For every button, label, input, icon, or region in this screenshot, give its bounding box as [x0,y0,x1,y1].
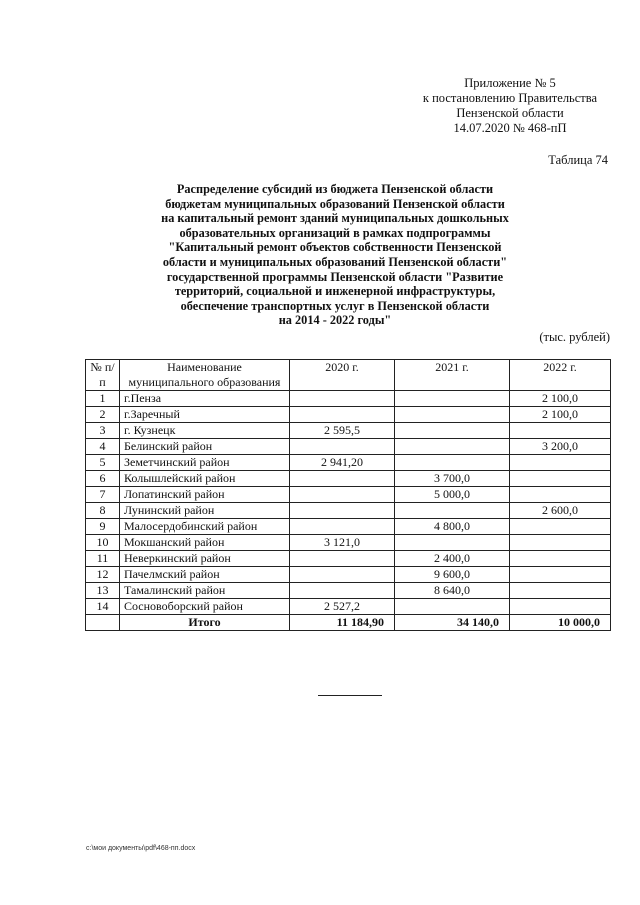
row-2021 [395,391,510,407]
row-number: 11 [86,551,120,567]
table-header-row [86,360,611,391]
title-line: обеспечение транспортных услуг в Пензенской области [180,298,490,313]
row-number: 4 [86,439,120,455]
row-2020 [290,551,395,567]
row-2020: 2 595,5 [290,423,395,439]
appendix-line-4: 14.07.2020 № 468-пП [453,121,567,135]
row-2020: 3 121,0 [290,535,395,551]
total-row [86,615,611,631]
row-name: Колышлейский район [120,471,290,487]
row-2020 [290,391,395,407]
table-row [86,439,611,455]
header-name: Наименование муниципального образования [120,360,290,391]
row-2022 [510,423,611,439]
row-2021 [395,599,510,615]
appendix-line-2: к постановлению Правительства [422,91,598,105]
title-line: Распределение субсидий из бюджета Пензенской области [176,182,494,196]
row-name: Земетчинский район [120,455,290,471]
table-row [86,471,611,487]
title-line: на капитальный ремонт зданий муниципальных дошкольных [161,211,509,226]
row-2022 [510,519,611,535]
row-2021 [395,503,510,519]
row-2022 [510,535,611,551]
row-name: Малосердобинский район [120,519,290,535]
row-2021: 9 600,0 [395,567,510,583]
row-number: 2 [86,407,120,423]
row-2022 [510,567,611,583]
appendix-block [380,76,640,136]
title-line: государственной программы Пензенской области "Развитие [166,269,504,284]
subsidy-table [85,359,611,631]
row-number: 13 [86,583,120,599]
row-2022 [510,583,611,599]
appendix-line-3: Пензенской области [456,106,564,120]
table-row [86,423,611,439]
row-2020 [290,583,395,599]
row-name: Пачелмский район [120,567,290,583]
table-row [86,503,611,519]
row-number: 12 [86,567,120,583]
row-2021: 4 800,0 [395,519,510,535]
table-number-label: Таблица 74 [548,153,608,167]
row-2021 [395,407,510,423]
row-number: 8 [86,503,120,519]
table-row [86,599,611,615]
row-2020 [290,471,395,487]
row-2022 [510,471,611,487]
row-2022 [510,551,611,567]
row-name: Белинский район [120,439,290,455]
total-label: Итого [120,615,290,631]
row-name: Сосновоборский район [120,599,290,615]
row-2021 [395,535,510,551]
appendix-line-1: Приложение № 5 [464,76,556,90]
table-body [86,391,611,615]
header-num: № п/п [86,360,120,391]
row-name: Мокшанский район [120,535,290,551]
row-2022: 2 100,0 [510,407,611,423]
row-2020 [290,439,395,455]
row-number: 9 [86,519,120,535]
title-line: на 2014 - 2022 годы" [278,313,392,328]
table-row [86,583,611,599]
table-row [86,487,611,503]
row-number: 3 [86,423,120,439]
header-2022: 2022 г. [510,360,611,391]
units-label: (тыс. рублей) [539,330,610,344]
row-2021 [395,439,510,455]
footer-file-path: c:\мои документы\pdf\468-пп.docx [86,845,196,852]
row-2022 [510,599,611,615]
header-2021: 2021 г. [395,360,510,391]
row-name: г. Кузнецк [120,423,290,439]
row-2022: 2 600,0 [510,503,611,519]
row-name: Тамалинский район [120,583,290,599]
title-line: территорий, социальной и инженерной инфраструктуры, [174,284,496,299]
row-2021: 2 400,0 [395,551,510,567]
title-line: бюджетам муниципальных образований Пензенской области [165,196,505,211]
table-row [86,391,611,407]
table-row [86,567,611,583]
row-2021: 8 640,0 [395,583,510,599]
row-2022 [510,455,611,471]
row-2020: 2 527,2 [290,599,395,615]
end-separator-line [318,695,382,696]
row-2022: 3 200,0 [510,439,611,455]
row-2020 [290,487,395,503]
row-name: Неверкинский район [120,551,290,567]
title-line: образовательных организаций в рамках подпрограммы [179,225,491,240]
title-line: области и муниципальных образований Пензенской области" [162,254,508,269]
table-row [86,535,611,551]
document-title [130,182,540,328]
table-row [86,407,611,423]
title-line: "Капитальный ремонт объектов собственности Пензенской [168,240,502,255]
row-number: 6 [86,471,120,487]
table-row [86,551,611,567]
row-2020 [290,503,395,519]
row-name: г.Заречный [120,407,290,423]
row-name: Лопатинский район [120,487,290,503]
row-name: Лунинский район [120,503,290,519]
row-2020 [290,407,395,423]
row-2020 [290,567,395,583]
row-number: 14 [86,599,120,615]
row-2021: 3 700,0 [395,471,510,487]
total-2020: 11 184,90 [290,615,395,631]
total-num-cell [86,615,120,631]
row-2021: 5 000,0 [395,487,510,503]
row-number: 7 [86,487,120,503]
row-2021 [395,455,510,471]
table-row [86,519,611,535]
total-2022: 10 000,0 [510,615,611,631]
header-2020: 2020 г. [290,360,395,391]
row-number: 5 [86,455,120,471]
row-name: г.Пенза [120,391,290,407]
row-number: 10 [86,535,120,551]
row-2022 [510,487,611,503]
row-2022: 2 100,0 [510,391,611,407]
row-2021 [395,423,510,439]
total-2021: 34 140,0 [395,615,510,631]
row-2020 [290,519,395,535]
row-2020: 2 941,20 [290,455,395,471]
row-number: 1 [86,391,120,407]
table-row [86,455,611,471]
